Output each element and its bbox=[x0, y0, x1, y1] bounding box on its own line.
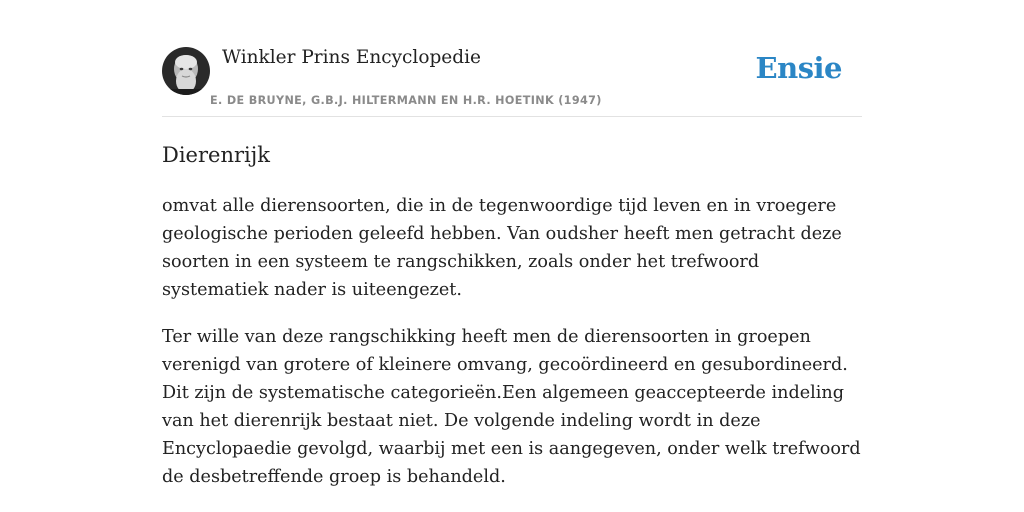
authors-line: E. DE BRUYNE, G.B.J. HILTERMANN EN H.R. HOETINK (1947) bbox=[210, 94, 602, 107]
article-title: Dierenrijk bbox=[162, 143, 270, 167]
article bbox=[162, 138, 867, 491]
site-header bbox=[162, 44, 862, 117]
article-paragraph: Ter wille van deze rangschikking heeft men de dierensoorten in groepen verenigd van grotere of kleinere omvang, gecoördineerd en gesubordineerd. Dit zijn de systematische categorieën.Een algemeen geaccepteerde indeling van het dierenrijk bestaat niet. De volgende indeling wordt in deze Encyclopaedie gevolgd, waarbij met een is aangegeven, onder welk trefwoord de desbetreffende groep is behandeld. bbox=[162, 327, 861, 487]
brand-logo[interactable]: Ensie bbox=[755, 51, 842, 85]
site-title[interactable]: Winkler Prins Encyclopedie bbox=[222, 47, 481, 68]
author-avatar bbox=[162, 47, 210, 95]
article-paragraph: omvat alle dierensoorten, die in de tegenwoordige tijd leven en in vroegere geologische perioden geleefd hebben. Van oudsher heeft men getracht deze soorten in een systeem te rangschikken, zoals onder het trefwoord systematiek nader is uiteengezet. bbox=[162, 196, 842, 300]
